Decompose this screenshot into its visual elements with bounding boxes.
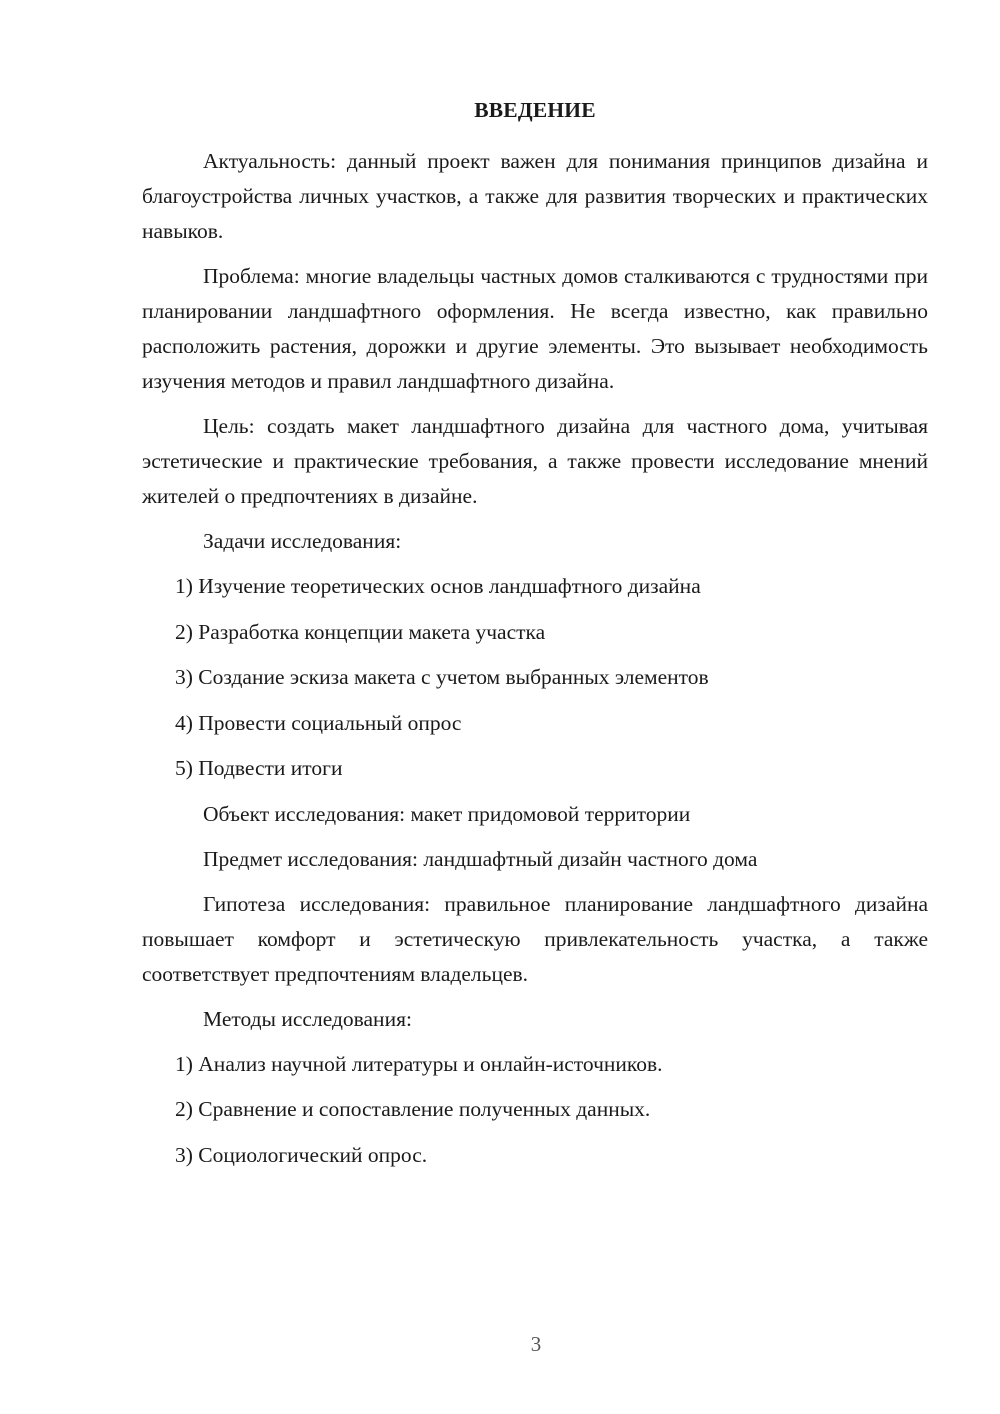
methods-heading: Методы исследования: — [203, 1006, 412, 1031]
list-item: 1) Анализ научной литературы и онлайн-источников. — [175, 1051, 663, 1076]
list-item: 5) Подвести итоги — [175, 756, 343, 780]
subject-paragraph: Предмет исследования: ландшафтный дизайн частного дома — [203, 846, 758, 871]
list-item: 2) Сравнение и сопоставление полученных данных. — [175, 1097, 651, 1121]
tasks-list — [142, 569, 928, 786]
list-item: 1) Изучение теоретических основ ландшафтного дизайна — [175, 574, 701, 598]
list-item: 3) Социологический опрос. — [175, 1142, 428, 1167]
list-item: 3) Создание эскиза макета с учетом выбранных элементов — [175, 665, 709, 689]
problem-paragraph: Проблема: многие владельцы частных домов сталкиваются с трудностями при планировании ландшафтного оформления. Не всегда известно, как правильно расположить растения, дорожки и другие элементы. Это вызывает необходимость изучения методов и правил ландшафтного дизайна. — [142, 264, 928, 393]
page-title: ВВЕДЕНИЕ — [474, 98, 596, 122]
page-number: 3 — [530, 1332, 542, 1356]
object-paragraph: Объект исследования: макет придомовой территории — [203, 801, 691, 826]
goal-paragraph: Цель: создать макет ландшафтного дизайна для частного дома, учитывая эстетические и практические требования, а также провести исследование мнений жителей о предпочтениях в дизайне. — [142, 414, 928, 508]
hypothesis-paragraph: Гипотеза исследования: правильное планирование ландшафтного дизайна повышает комфорт и эстетическую привлекательность участка, а также соответствует предпочтениям владельцев. — [142, 891, 928, 986]
list-item: 2) Разработка концепции макета участка — [175, 619, 546, 644]
document-page — [142, 96, 928, 1183]
methods-list — [142, 1047, 928, 1173]
tasks-heading: Задачи исследования: — [203, 529, 402, 553]
relevance-paragraph: Актуальность: данный проект важен для понимания принципов дизайна и благоустройства личных участков, а также для развития творческих и практических навыков. — [142, 149, 928, 243]
list-item: 4) Провести социальный опрос — [175, 710, 462, 735]
